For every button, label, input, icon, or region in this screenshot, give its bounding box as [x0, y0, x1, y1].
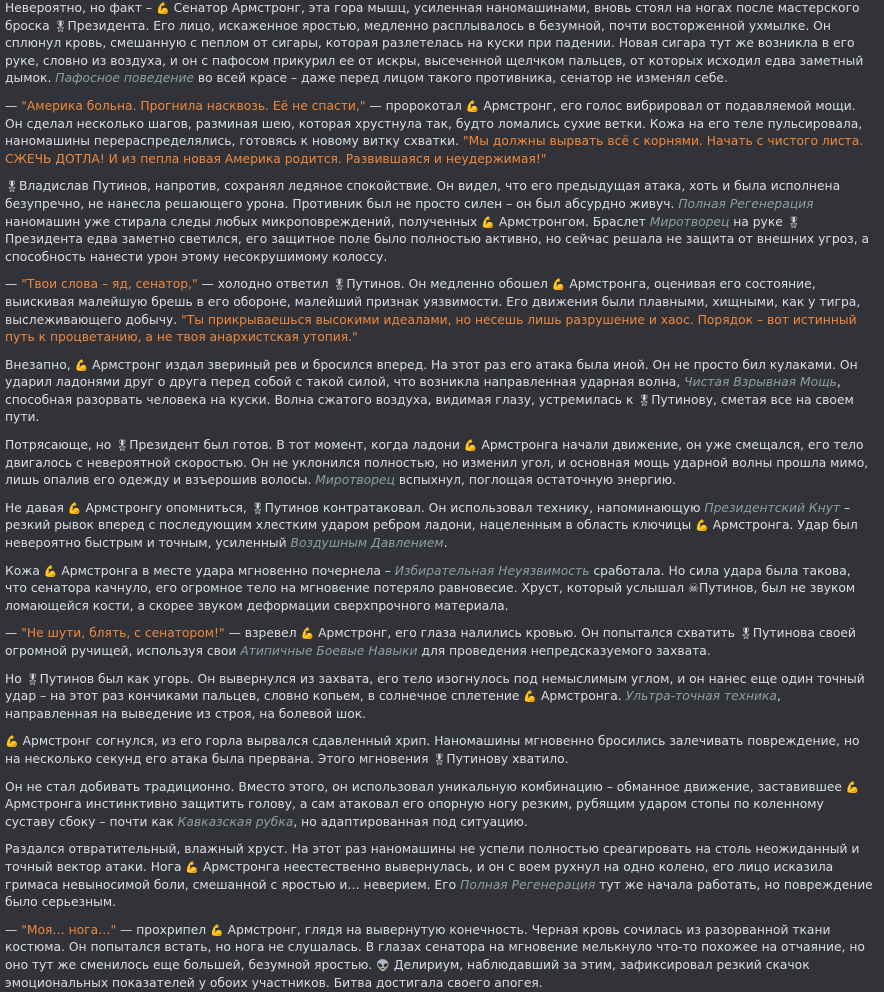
flexed-biceps-icon [695, 520, 709, 531]
flexed-biceps-icon [44, 566, 58, 577]
text-run: — пророкотал [365, 98, 466, 113]
story-paragraph [5, 437, 876, 490]
ability-name: Ультра-точная техника [625, 689, 777, 704]
ability-name: Воздушным Давлением [290, 536, 444, 551]
text-run: Армстронга. Удар был невероятно быстрым и точным, усиленный [5, 518, 858, 551]
text-run: , направленная на выведение из строя, на болевой шок. [5, 689, 781, 721]
text-run: Армстронг согнулся, из его горла вырвался сдавленный хрип. Наномашины мгновенно бросились залечивать повреждение, но на несколько секунд его атака была прервана. Этого мгновения [5, 734, 860, 766]
quoted-speech: "Не шути, блять, с сенатором!" [21, 626, 225, 641]
military-medal-icon [54, 21, 68, 32]
text-run: — взревел [224, 626, 301, 641]
flexed-biceps-icon [464, 440, 478, 451]
text-run: для проведения непредсказуемого захвата. [417, 644, 711, 658]
text-run: — холодно ответил [197, 277, 333, 292]
story-paragraph [5, 500, 876, 553]
text-run: — [5, 626, 22, 641]
story-paragraph [5, 671, 876, 724]
story-paragraph [5, 357, 876, 427]
quoted-speech: "Америка больна. Прогнила насквозь. Её не спасти," [21, 98, 366, 113]
ability-name: Кавказская рубка [177, 814, 294, 829]
text-run: Армстронг, его глаза налились кровью. Он попытался схватить [314, 626, 739, 641]
text-run: Армстронгом. Браслет [494, 214, 650, 229]
ability-name: Полная Регенерация [678, 196, 814, 211]
ability-name: Миротворец [315, 473, 395, 488]
flexed-biceps-icon [466, 101, 480, 112]
text-run: Армстронг, его голос вибрировал от подавляемой мощи. Он сделал несколько шагов, разминая шею, которая хрустнула так, будто ломались сухие ветки. Кожа на его теле пульсировала, наномашины перераспределялись, готовясь к новому витку схватки. [5, 98, 863, 149]
story-paragraph [5, 779, 876, 832]
text-run: Кожа [5, 563, 44, 578]
text-run: Армстронг издал звериный рев и бросился вперед. На этот раз его атака была иной. Он не просто бил кулаками. Он ударил ладонями друг о друга перед собой с такой силой, что возникла направленная ударная волна, [5, 357, 858, 390]
story-paragraph [5, 841, 876, 911]
flexed-biceps-icon [210, 925, 224, 936]
text-run: Невероятно, но факт – [5, 1, 156, 15]
ability-name: Пафосное поведение [55, 71, 194, 86]
text-run: – резкий рывок вперед с последующим хлестким ударом ребром ладони, нацеленным в область ключицы [5, 500, 851, 533]
text-run: Внезапно, [5, 357, 75, 372]
military-medal-icon [432, 754, 446, 765]
text-run: Путинов. Он медленно обошел [346, 277, 552, 292]
text-run: Путинову хватило. [446, 751, 569, 766]
quoted-speech: "Ты прикрываешься высокими идеалами, но несешь лишь разрушение и хаос. Порядок – вот истинный путь к процветанию, а не твоя анархистская утопия." [5, 312, 857, 345]
military-medal-icon [332, 279, 346, 290]
text-run: — [5, 277, 22, 292]
text-run: Путинову, сметая все на своем пути. [5, 392, 854, 425]
text-run: Владислав Путинов, напротив, сохранял ледяное спокойствие. Он видел, что его предыдущая атака, хоть и была исполнена безупречно, не нанесла решающего урона. Противник был не просто силен – он был абсурдно живуч. [5, 179, 841, 211]
story-paragraph [5, 625, 876, 660]
text-run: Потрясающе, но [5, 438, 116, 453]
text-run: Армстронга неестественно вывернулась, и он с воем рухнул на одно колено, его лицо исказила гримаса невыносимой боли, смешанной с яростью и… неверием. Его [5, 859, 834, 892]
military-medal-icon [739, 628, 753, 639]
text-run: Сенатор Армстронг, эта гора мышц, усиленная наномашинами, вновь стоял на ногах после мастерского броска [5, 1, 860, 33]
text-run: сработала. Но сила удара была такова, что сенатора качнуло, его огромное тело на мгновение потеряло равновесие. Хруст, который услышал ☠Путинов, был не звуком ломающейся кости, а скорее звуком деформации сверхпрочного материала. [5, 563, 856, 613]
text-run: Он не стал добивать традиционно. Вместо этого, он использовал уникальную комбинацию – обманное движение, заставившее [5, 779, 846, 794]
text-run: тут же начала работать, но повреждение было серьезным. [5, 877, 873, 910]
ability-name: Президентский Кнут [704, 500, 841, 515]
flexed-biceps-icon [481, 217, 495, 228]
military-medal-icon [115, 440, 129, 451]
text-run: Армстронга в месте удара мгновенно почернела – [57, 563, 395, 578]
story-paragraph [5, 563, 876, 616]
quoted-speech: "Моя… нога…" [21, 922, 117, 937]
story-paragraph [5, 733, 876, 768]
text-run: на руке [729, 214, 787, 229]
ability-name: Избирательная Неуязвимость [394, 563, 590, 578]
alien-icon [376, 960, 390, 971]
military-medal-icon [637, 395, 651, 406]
story-paragraph [5, 98, 876, 168]
text-run: Делириум, наблюдавший за этим, зафиксировал резкий скачок эмоциональных показателей у обоих участников. Битва достигала своего апогея. [5, 957, 810, 990]
flexed-biceps-icon [68, 503, 82, 514]
flexed-biceps-icon [523, 691, 537, 702]
quoted-speech: "Мы должны вырвать всё с корнями. Начать с чистого листа. СЖЕЧЬ ДОТЛА! И из пепла новая Америка родится. Развившаяся и неудержимая!" [5, 134, 864, 166]
flexed-biceps-icon [300, 628, 314, 639]
flexed-biceps-icon [552, 279, 566, 290]
text-run: во всей красе – даже перед лицом такого противника, сенатор не изменял себе. [193, 71, 728, 86]
quoted-speech: "Твои слова – яд, сенатор," [21, 277, 198, 292]
ability-name: Полная Регенерация [460, 877, 596, 892]
text-run: Армстронга. [537, 689, 626, 704]
flexed-biceps-icon [5, 736, 19, 747]
text-run: вспыхнул, поглощая остаточную энергию. [394, 473, 677, 488]
text-run: Путинов контратаковал. Он использовал технику, напоминающую [264, 500, 705, 515]
story-paragraph [5, 922, 876, 992]
ability-name: Чистая Взрывная Мощь [684, 375, 837, 390]
text-run: Президент был готов. В тот момент, когда ладони [129, 438, 464, 453]
story-paragraph [5, 178, 876, 266]
text-run: Президента. Его лицо, искаженное яростью, медленно расплывалось в безумной, почти восторженной ухмылке. Он сплюнул кровь, смешанную с пеплом от сигары, которая разлетелась на куски при падении. Новая сигара тут же возникла в его руке, словно из воздуха, и он с пафосом прикурил ее от искры, высеченной щелчком пальцев, от которых исходил едва заметный дымок. [5, 18, 864, 86]
military-medal-icon [787, 217, 801, 228]
text-run: . [443, 536, 448, 551]
text-run: — прохрипел [116, 922, 211, 937]
text-run: Армстронга, оценивая его состояние, выискивая малейшую брешь в его обороне, малейший признак уязвимости. Его движения были плавными, хищными, как у тигра, выслеживающего добычу. [5, 277, 861, 327]
text-run: , но адаптированная под ситуацию. [293, 814, 528, 829]
text-run: — [5, 922, 22, 937]
story-paragraph [5, 276, 876, 346]
text-run: Армстронгу опомниться, [81, 500, 251, 515]
military-medal-icon [5, 181, 19, 192]
flexed-biceps-icon [846, 782, 860, 793]
text-run: — [5, 98, 22, 113]
text-run: Армстронга инстинктивно защитить голову, а сам атаковал его опорную ногу резким, рубящим ударом стопы по коленному суставу сбоку – почти как [5, 797, 824, 829]
military-medal-icon [251, 503, 265, 514]
ability-name: Миротворец [649, 214, 730, 229]
text-run: , способная разорвать человека на куски. Волна сжатого воздуха, видимая глазу, устремилась к [5, 375, 841, 407]
flexed-biceps-icon [185, 862, 199, 873]
text-run: Президента едва заметно светился, его защитное поле было полностью активно, но сейчас решала не защита от внешних угроз, а способность нанести урон этому несокрушимому колоссу. [5, 232, 870, 264]
flexed-biceps-icon [75, 360, 89, 371]
text-run: Армстронга начали движение, он уже смещался, его тело двигалось с невероятной скоростью. Он не уклонился полностью, но изменил угол, и основная мощь ударной волны прошла мимо, лишь опалив его одежду и взъерошив волосы. [5, 438, 869, 488]
text-run: наномашин уже стирала следы любых микроповреждений, полученных [5, 214, 482, 229]
text-run: Не давая [5, 500, 68, 515]
flexed-biceps-icon [156, 3, 170, 14]
military-medal-icon [26, 674, 40, 685]
text-run: Армстронг, глядя на вывернутую конечность. Черная кровь сочилась из разорванной ткани костюма. Он попытался встать, но нога не слушалась. В глазах сенатора на мгновение мелькнуло что-то похожее на отчаяние, но оно тут же сменилось еще большей, безумной яростью. [5, 922, 865, 972]
ability-name: Атипичные Боевые Навыки [240, 644, 418, 658]
text-run: Но [5, 671, 26, 686]
text-run: Раздался отвратительный, влажный хруст. На этот раз наномашины не успели полностью среагировать на столь неожиданный и точный вектор атаки. Нога [5, 842, 860, 874]
story-paragraph [5, 0, 876, 88]
text-run: Путинов был как угорь. Он вывернулся из захвата, его тело изогнулось под немыслимым углом, и он нанес еще один точный удар – на этот раз кончиками пальцев, словно копьем, в солнечное сплетение [5, 671, 865, 704]
text-run: Путинова своей огромной ручищей, используя свои [5, 626, 856, 658]
